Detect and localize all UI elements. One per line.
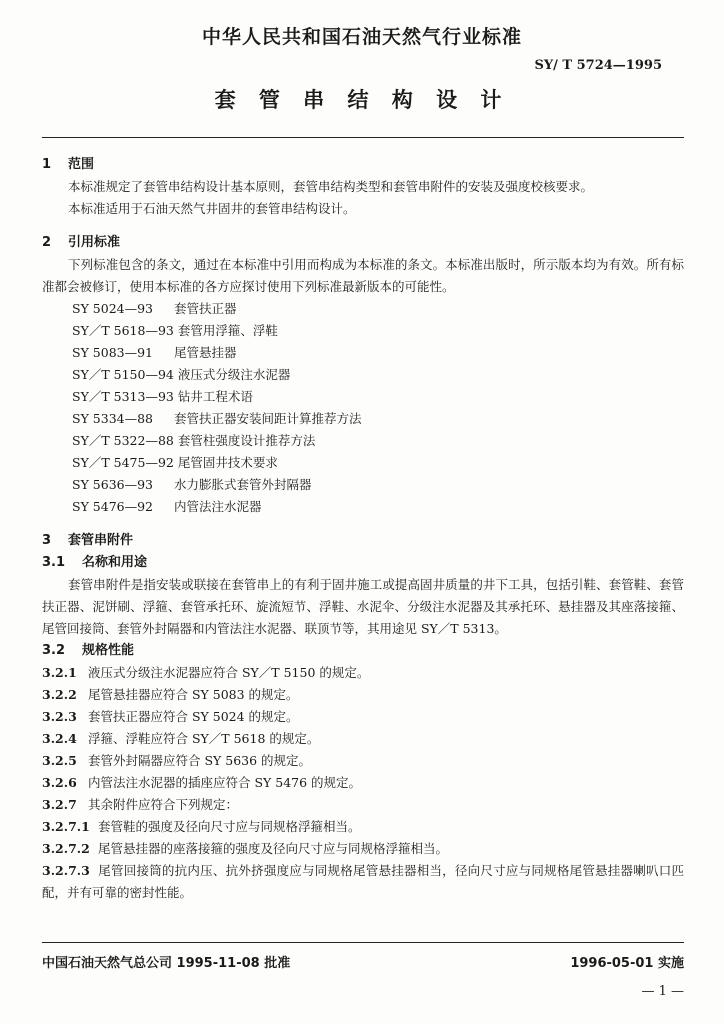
reference-item: SY／T 5313—93 钻井工程术语 (72, 389, 253, 404)
section-3-2-heading: 3.2 规格性能 (42, 643, 135, 658)
clause-item: 3.2.7 其余附件应符合下列规定： (42, 797, 239, 812)
clause-item: 3.2.2 尾管悬挂器应符合 SY 5083 的规定。 (42, 687, 299, 702)
reference-item: SY 5476—92 内管法注水泥器 (72, 499, 262, 514)
sub-clause-item: 3.2.7.3 尾管回接筒的抗内压、抗外挤强度应与同规格尾管悬挂器相当，径向尺寸应与同规格尾管悬挂器喇叭口匹配，并有可靠的密封性能。 (42, 863, 684, 900)
sub-clause-item: 3.2.7.1 套管鞋的强度及径向尺寸应与同规格浮箍相当。 (42, 819, 361, 834)
section-3-1-heading: 3.1 名称和用途 (42, 555, 148, 570)
section-3-1-paragraph: 套管串附件是指安装或联接在套管串上的有利于固井施工或提高固井质量的井下工具，包括引鞋、套管鞋、套管扶正器、泥饼刷、浮箍、套管承托环、旋流短节、浮鞋、水泥伞、分级注水泥器及其承托环、悬挂器及其座落接箍、尾管回接筒、套管外封隔器和内管法注水泥器、联顶节等，其用途见 SY／T 5313。 (42, 577, 684, 636)
section-1-paragraph-1: 本标准规定了套管串结构设计基本原则，套管串结构类型和套管串附件的安装及强度校核要求。 (68, 179, 594, 194)
section-3-heading: 3 套管串附件 (42, 533, 134, 548)
standard-category-title: 中华人民共和国石油天然气行业标准 (201, 26, 522, 48)
footer-divider (42, 942, 684, 943)
reference-item: SY 5083—91 尾管悬挂器 (72, 345, 237, 360)
section-2-intro: 下列标准包含的条文，通过在本标准中引用而构成为本标准的条文。本标准出版时，所示版本均为有效。所有标准都会被修订，使用本标准的各方应探讨使用下列标准最新版本的可能性。 (42, 257, 684, 294)
reference-item: SY／T 5150—94 液压式分级注水泥器 (72, 367, 291, 382)
section-1-paragraph-2: 本标准适用于石油天然气井固井的套管串结构设计。 (68, 201, 356, 216)
clause-item: 3.2.4 浮箍、浮鞋应符合 SY／T 5618 的规定。 (42, 731, 320, 746)
clause-item: 3.2.5 套管外封隔器应符合 SY 5636 的规定。 (42, 753, 312, 768)
clause-item: 3.2.1 液压式分级注水泥器应符合 SY／T 5150 的规定。 (42, 665, 370, 680)
reference-item: SY／T 5475—92 尾管固井技术要求 (72, 455, 278, 470)
document-body (42, 150, 684, 904)
clause-item: 3.2.6 内管法注水泥器的插座应符合 SY 5476 的规定。 (42, 775, 362, 790)
standard-number: SY/ T 5724—1995 (534, 58, 662, 73)
sub-clause-item: 3.2.7.2 尾管悬挂器的座落接箍的强度及径向尺寸应与同规格浮箍相当。 (42, 841, 449, 856)
clause-item: 3.2.3 套管扶正器应符合 SY 5024 的规定。 (42, 709, 299, 724)
approval-line: 中国石油天然气总公司 1995-11-08 批准 (42, 956, 291, 971)
document-title: 套 管 串 结 构 设 计 (214, 88, 510, 112)
section-1-heading: 1 范围 (42, 157, 95, 172)
reference-item: SY 5024—93 套管扶正器 (72, 301, 237, 316)
effective-date: 1996-05-01 实施 (570, 956, 684, 971)
reference-item: SY 5334—88 套管扶正器安装间距计算推荐方法 (72, 411, 362, 426)
reference-item: SY／T 5618—93 套管用浮箍、浮鞋 (72, 323, 278, 338)
reference-item: SY 5636—93 水力膨胀式套管外封隔器 (72, 477, 312, 492)
header-divider (42, 137, 684, 138)
page-number: — 1 — (641, 984, 684, 999)
reference-item: SY／T 5322—88 套管柱强度设计推荐方法 (72, 433, 316, 448)
section-2-heading: 2 引用标准 (42, 235, 121, 250)
